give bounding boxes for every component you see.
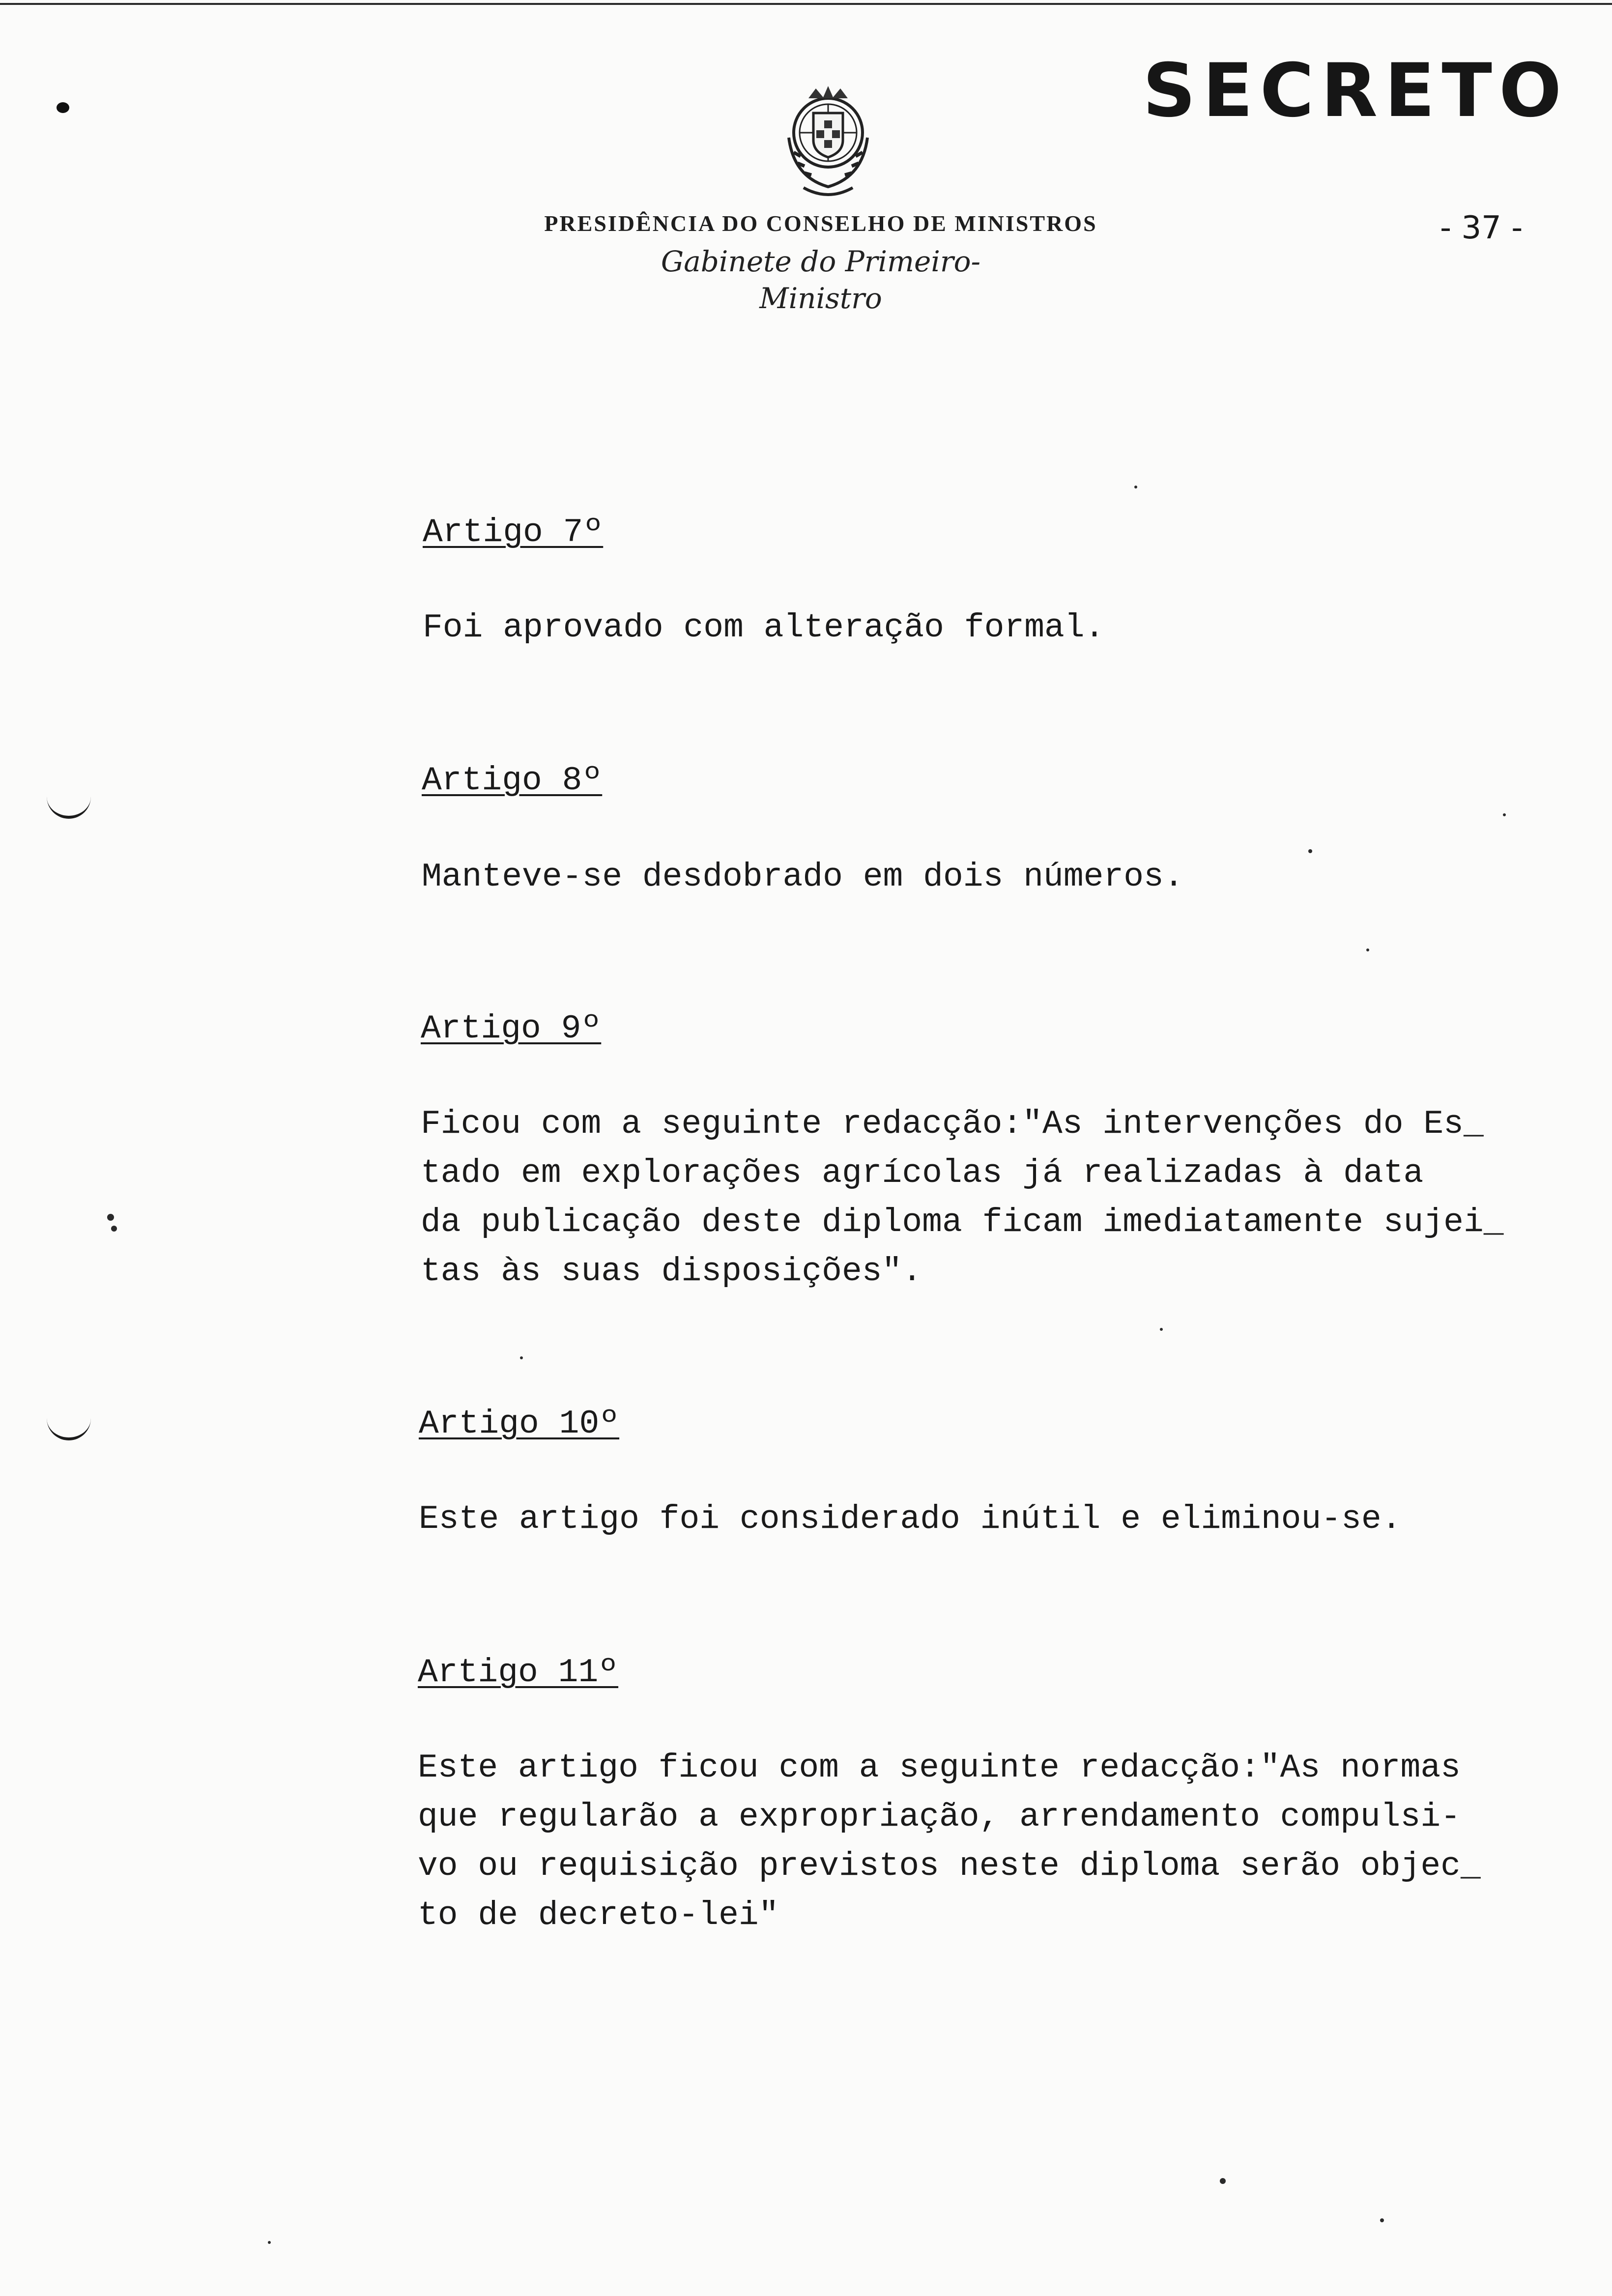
article-9-body bbox=[421, 1100, 1504, 1296]
article-8-title: Artigo 8º bbox=[422, 762, 603, 800]
scan-speck bbox=[1380, 2218, 1384, 2222]
scan-speck bbox=[107, 1214, 114, 1221]
article-10-body bbox=[419, 1495, 1402, 1544]
article-7-line-1: Foi aprovado com alteração formal. bbox=[423, 609, 1105, 647]
article-7-body bbox=[423, 603, 1104, 653]
article-10-title: Artigo 10º bbox=[419, 1405, 620, 1443]
article-11-line-2: que regularão a expropriação, arrendamento compulsi- bbox=[418, 1798, 1461, 1836]
scan-speck bbox=[520, 1356, 523, 1359]
scan-speck bbox=[1160, 1328, 1163, 1331]
scan-speck bbox=[1366, 948, 1369, 951]
article-11-line-3: vo ou requisição previstos neste diploma serão objec_ bbox=[418, 1847, 1481, 1885]
article-9-title: Artigo 9º bbox=[421, 1010, 602, 1048]
scan-speck bbox=[1220, 2178, 1226, 2184]
article-9-line-2: tado em explorações agrícolas já realizadas à data bbox=[421, 1154, 1424, 1192]
article-10-line-1: Este artigo foi considerado inútil e eliminou-se. bbox=[419, 1500, 1402, 1538]
article-7-title: Artigo 7º bbox=[423, 514, 604, 551]
institution-name: PRESIDÊNCIA DO CONSELHO DE MINISTROS bbox=[544, 211, 1097, 236]
article-11-body bbox=[418, 1744, 1481, 1940]
scan-speck bbox=[1503, 813, 1506, 816]
classification-stamp: SECRETO bbox=[1143, 48, 1569, 134]
article-8-line-1: Manteve-se desdobrado em dois números. bbox=[422, 858, 1184, 896]
scan-speck bbox=[57, 102, 69, 113]
article-11-line-1: Este artigo ficou com a seguinte redacção:"As normas bbox=[418, 1749, 1461, 1787]
page-number: - 37 - bbox=[1440, 210, 1523, 246]
article-8-body bbox=[422, 853, 1184, 902]
article-9-line-4: tas às suas disposições". bbox=[421, 1253, 922, 1291]
article-11-line-4: to de decreto-lei" bbox=[418, 1896, 779, 1934]
scan-speck bbox=[1134, 486, 1137, 488]
scan-speck bbox=[111, 1226, 117, 1232]
article-9-line-1: Ficou com a seguinte redacção:"As intervenções do Es_ bbox=[421, 1105, 1484, 1143]
article-11-title: Artigo 11º bbox=[418, 1654, 619, 1692]
scan-speck bbox=[1308, 849, 1312, 853]
scan-speck bbox=[268, 2241, 271, 2244]
cabinet-signature: Gabinete do Primeiro-Ministro bbox=[661, 245, 981, 316]
article-9-line-3: da publicação deste diploma ficam imediatamente sujei_ bbox=[421, 1204, 1504, 1241]
